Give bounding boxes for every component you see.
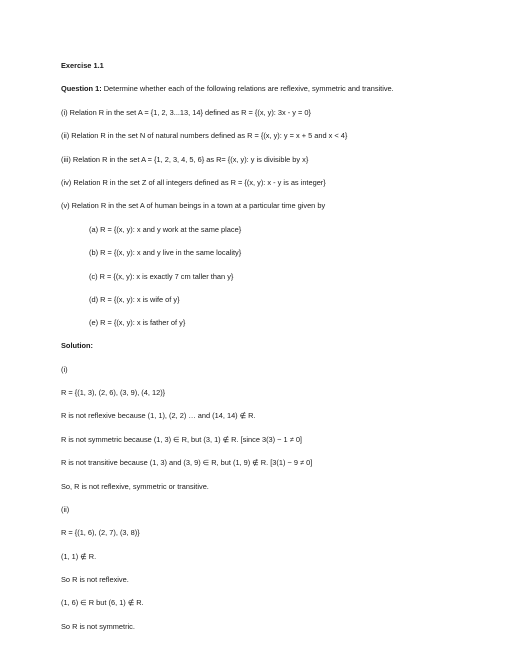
solution-line: R is not symmetric because (1, 3) ∈ R, but (3, 1) ∉ R. [since 3(3) − 1 ≠ 0]	[61, 435, 302, 444]
subpart-e: (e) R = {(x, y): x is father of y}	[89, 318, 186, 327]
solution-line: (1, 6) ∈ R but (6, 1) ∉ R.	[61, 598, 144, 607]
subpart-b: (b) R = {(x, y): x and y live in the same locality}	[89, 248, 242, 257]
question-part-ii: (ii) Relation R in the set N of natural numbers defined as R = {(x, y): y = x + 5 and x < 4}	[61, 131, 348, 140]
subpart-a: (a) R = {(x, y): x and y work at the same place}	[89, 225, 242, 234]
solution-line: R = {(1, 3), (2, 6), (3, 9), (4, 12)}	[61, 388, 166, 397]
solution-line: R is not reflexive because (1, 1), (2, 2) … and (14, 14) ∉ R.	[61, 411, 256, 420]
question-part-i: (i) Relation R in the set A = {1, 2, 3...13, 14} defined as R = {(x, y): 3x - y = 0}	[61, 108, 311, 117]
question-label: Question 1:	[61, 84, 102, 93]
question-1	[61, 84, 394, 94]
solution-line: So R is not symmetric.	[61, 622, 135, 631]
question-part-iv: (iv) Relation R in the set Z of all integers defined as R = {(x, y): x - y is as integer}	[61, 178, 326, 187]
question-part-v: (v) Relation R in the set A of human beings in a town at a particular time given by	[61, 201, 326, 210]
solution-part-label: (ii)	[61, 505, 70, 514]
solution-line: R = {(1, 6), (2, 7), (3, 8)}	[61, 528, 140, 537]
question-text: Determine whether each of the following relations are reflexive, symmetric and transitive.	[101, 84, 394, 93]
solution-part-label: (i)	[61, 365, 68, 374]
solution-line: So, R is not reflexive, symmetric or transitive.	[61, 482, 209, 491]
solution-heading: Solution:	[61, 341, 94, 350]
exercise-heading: Exercise 1.1	[61, 61, 104, 70]
solution-line: R is not transitive because (1, 3) and (3, 9) ∈ R, but (1, 9) ∉ R. [3(1) − 9 ≠ 0]	[61, 458, 313, 467]
solution-line: (1, 1) ∉ R.	[61, 552, 97, 561]
subpart-c: (c) R = {(x, y): x is exactly 7 cm taller than y}	[89, 272, 234, 281]
solution-line: So R is not reflexive.	[61, 575, 129, 584]
subpart-d: (d) R = {(x, y): x is wife of y}	[89, 295, 180, 304]
question-part-iii: (iii) Relation R in the set A = {1, 2, 3, 4, 5, 6} as R= {(x, y): y is divisible by x}	[61, 155, 309, 164]
